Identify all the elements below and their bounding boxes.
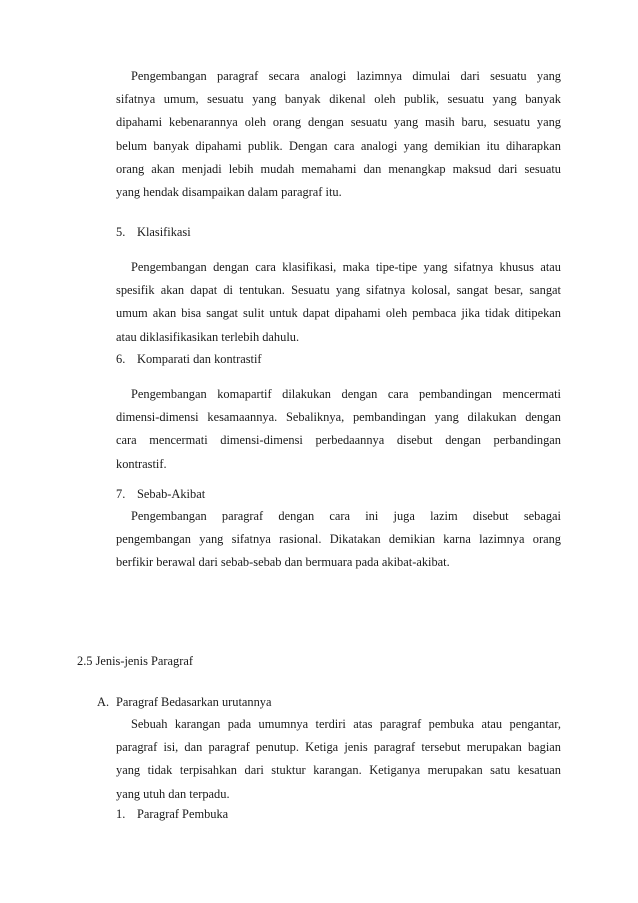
paragraph-komparatif xyxy=(116,383,561,476)
list-item-paragraf-pembuka xyxy=(116,805,228,823)
text-line: sifatnya umum, sesuatu yang banyak dikenal oleh publik, sesuatu yang banyak xyxy=(116,92,561,107)
list-number: 5. xyxy=(116,225,126,239)
text-line: Pengembangan komapartif dilakukan dengan cara pembandingan mencermati xyxy=(131,387,561,401)
text-line: spesifik akan dapat di tentukan. Sesuatu yang sifatnya kolosal, sangat besar, sangat xyxy=(116,283,561,298)
text-line: Pengembangan dengan cara klasifikasi, maka tipe-tipe yang sifatnya khusus atau xyxy=(131,260,561,274)
paragraph-urutan xyxy=(116,713,561,806)
list-item-label: Klasifikasi xyxy=(137,225,191,239)
list-item-klasifikasi xyxy=(116,223,191,241)
text-line: yang utuh dan terpadu. xyxy=(116,786,230,801)
paragraph-sebab-akibat xyxy=(116,505,561,575)
text-line: kontrastif. xyxy=(116,456,167,471)
list-item-sebab-akibat xyxy=(116,485,205,503)
text-line: atau diklasifikasikan terlebih dahulu. xyxy=(116,329,300,344)
text-line: berfikir berawal dari sebab-sebab dan bermuara pada akibat-akibat. xyxy=(116,555,450,570)
list-item-komparatif xyxy=(116,350,262,368)
text-line: dipahami kebenarannya oleh orang dengan sesuatu yang masih baru, sesuatu yang xyxy=(116,115,561,130)
subsection-letter: A. xyxy=(97,695,110,709)
list-item-label: Komparati dan kontrastif xyxy=(137,352,262,366)
text-line: cara mencermati dimensi-dimensi perbedaannya disebut dengan perbandingan xyxy=(116,433,561,448)
text-line: pengembangan yang sifatnya rasional. Dikatakan demikian karna lazimnya orang xyxy=(116,532,561,547)
subsection-heading xyxy=(97,693,272,711)
paragraph-klasifikasi xyxy=(116,256,561,349)
text-line: Pengembangan paragraf dengan cara ini juga lazim disebut sebagai xyxy=(131,509,561,523)
list-number: 6. xyxy=(116,352,126,366)
text-line: belum banyak dipahami publik. Dengan cara analogi yang demikian itu diharapkan xyxy=(116,138,561,153)
text-line: dimensi-dimensi kesamaannya. Sebaliknya, pembandingan yang dilakukan dengan xyxy=(116,410,561,425)
text-line: umum akan bisa sangat sulit untuk dapat dipahami oleh pembaca jika tidak ditipekan xyxy=(116,306,561,321)
list-number: 7. xyxy=(116,487,126,501)
text-line: paragraf isi, dan paragraf penutup. Ketiga jenis paragraf tersebut merupakan bagian xyxy=(116,740,561,755)
list-number: 1. xyxy=(116,807,126,821)
text-line: orang akan menjadi lebih mudah memahami dan menangkap maksud dari sesuatu xyxy=(116,161,561,176)
subsection-label: Paragraf Bedasarkan urutannya xyxy=(116,695,272,709)
text-line: yang hendak disampaikan dalam paragraf itu. xyxy=(116,185,342,200)
section-heading: 2.5 Jenis-jenis Paragraf xyxy=(77,654,193,668)
list-item-label: Sebab-Akibat xyxy=(137,487,206,501)
text-line: yang tidak terpisahkan dari stuktur karangan. Ketiganya merupakan satu kesatuan xyxy=(116,763,561,778)
text-line: Pengembangan paragraf secara analogi lazimnya dimulai dari sesuatu yang xyxy=(131,69,561,83)
text-line: Sebuah karangan pada umumnya terdiri atas paragraf pembuka atau pengantar, xyxy=(131,717,561,731)
list-item-label: Paragraf Pembuka xyxy=(137,807,229,821)
paragraph-analogi xyxy=(116,65,561,204)
